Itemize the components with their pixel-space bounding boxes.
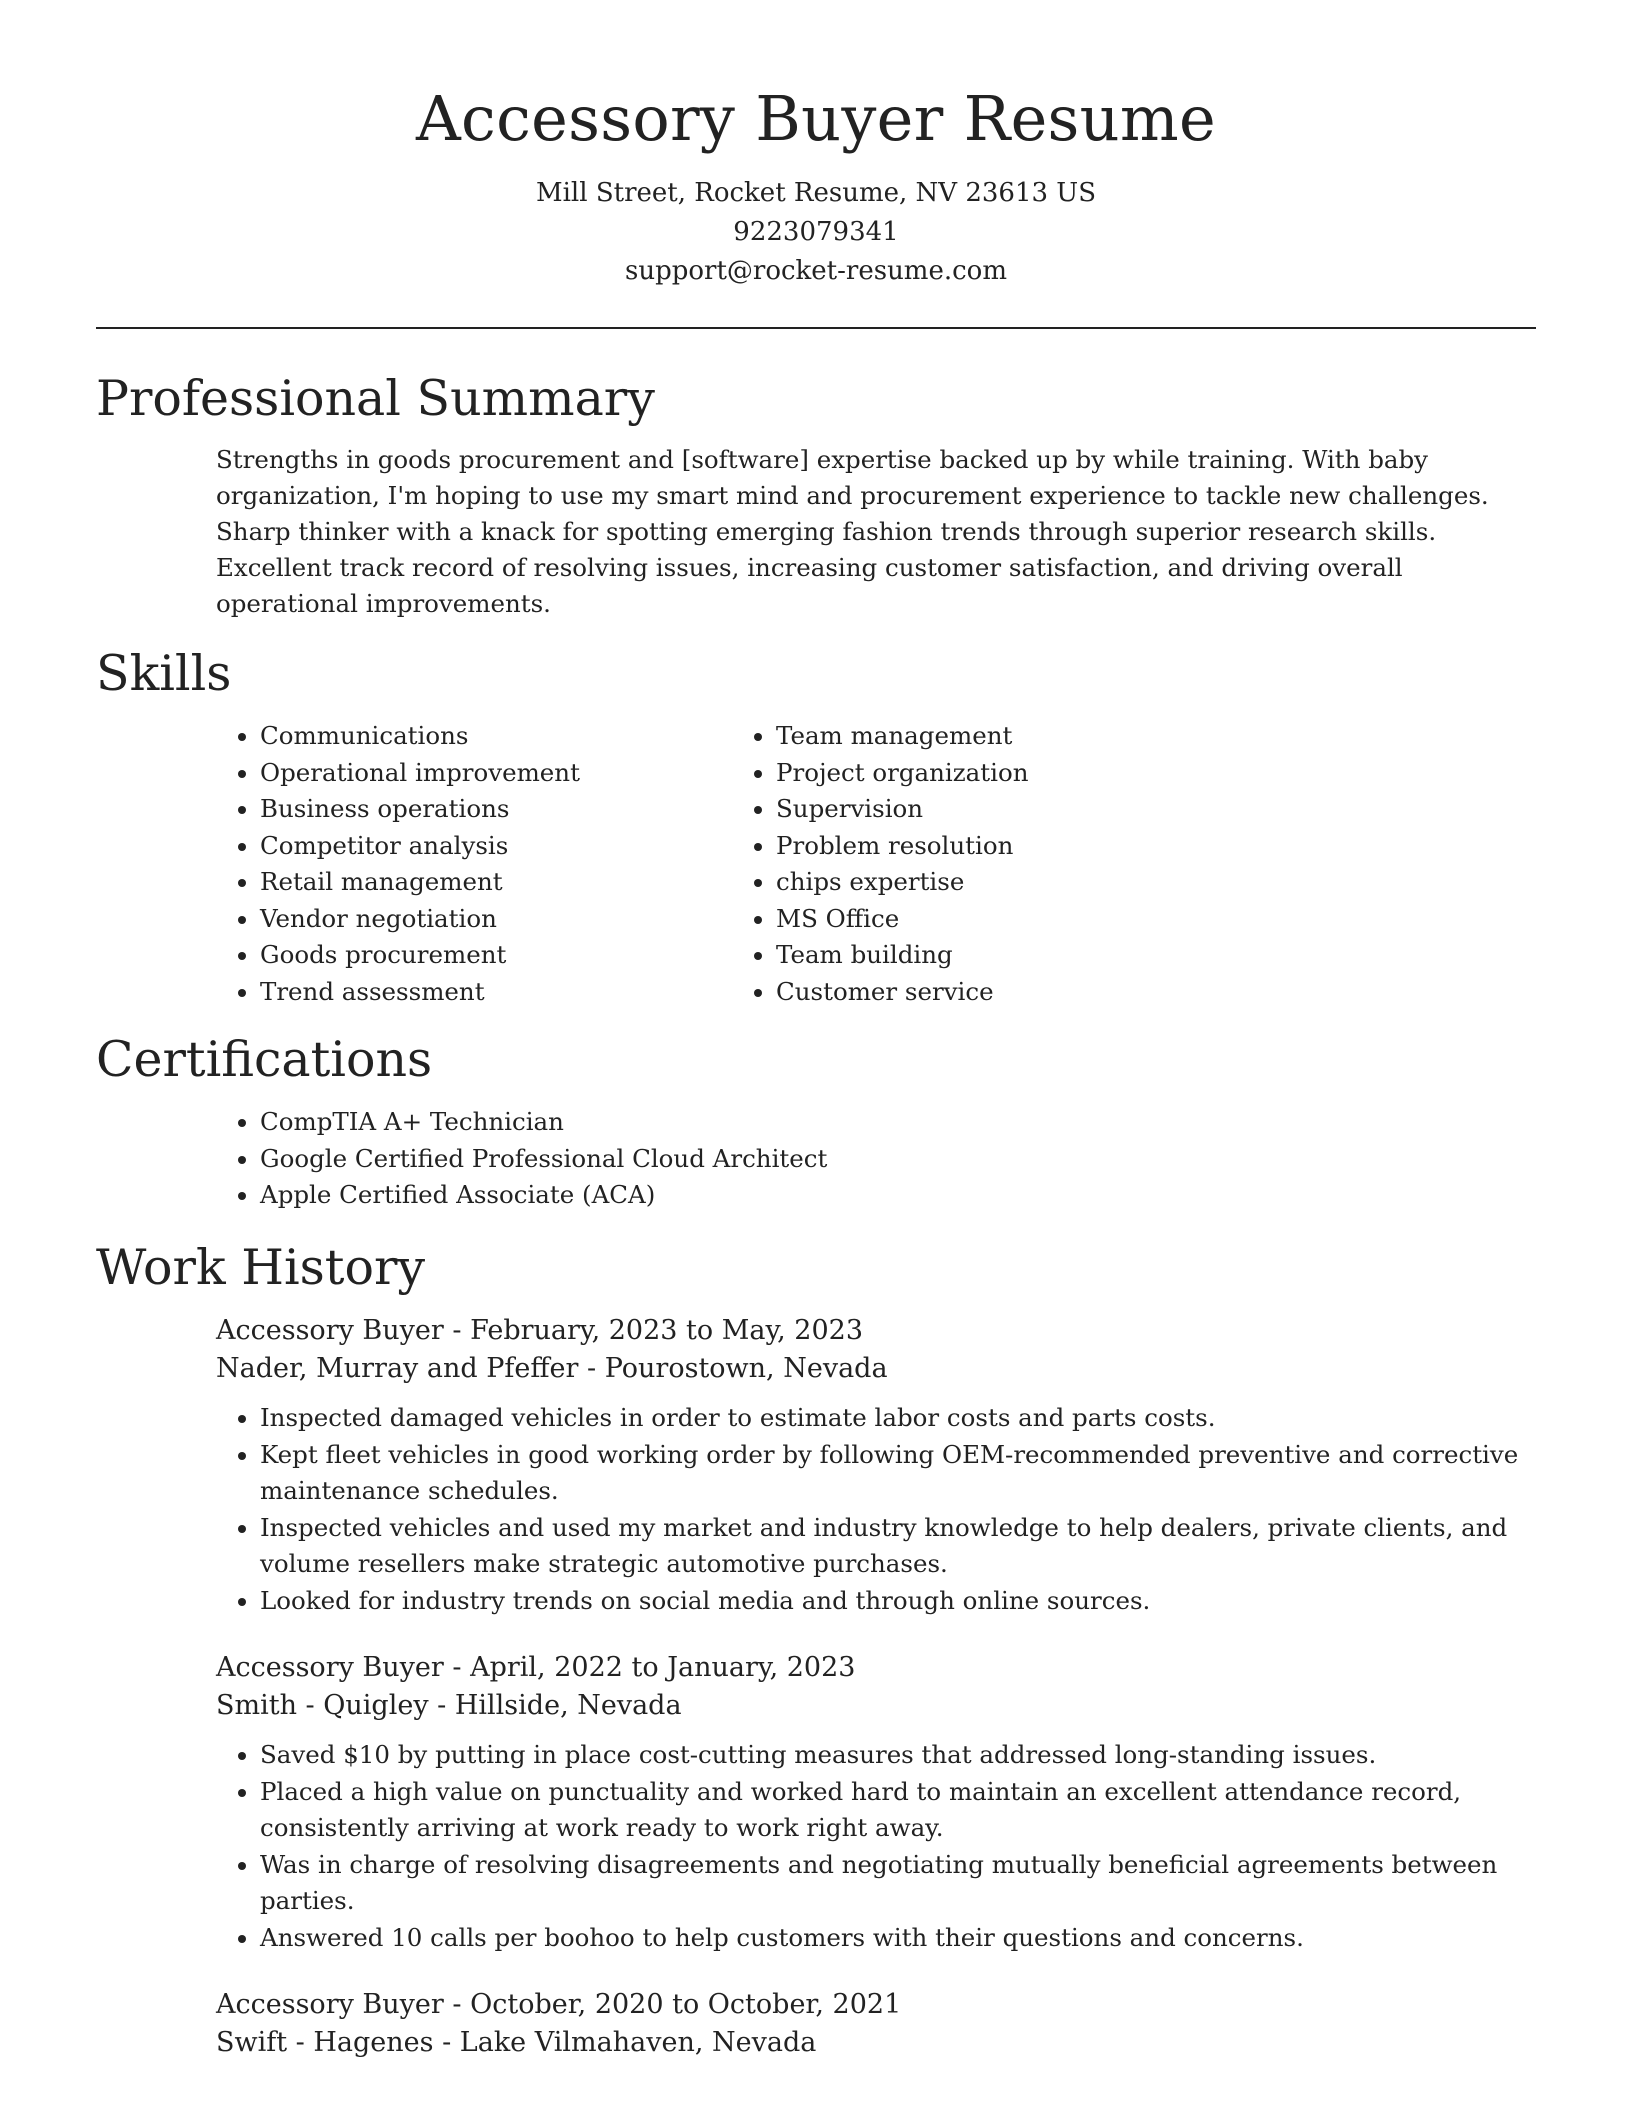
certification-item: • Apple Certified Associate (ACA) (260, 1177, 1536, 1214)
skills-column-right (746, 718, 1029, 1010)
skill-item: • Customer service (776, 974, 1029, 1011)
skill-item: • MS Office (776, 901, 1029, 938)
skills-list-left (96, 718, 746, 1010)
job-company-location: Nader, Murray and Pfeffer - Pourostown, Nevada (216, 1353, 888, 1385)
certification-item: • CompTIA A+ Technician (260, 1104, 1536, 1141)
job-bullet: • Saved $10 by putting in place cost-cutting measures that addressed long-standing issues. (260, 1737, 1536, 1774)
summary-text: Strengths in goods procurement and [software] expertise backed up by while training. With baby organization, I'm hoping to use my smart mind and procurement experience to tackle new challenges. Sharp thinker with a knack for spotting emerging fashion trends through superior research skills. Excellent track record of resolving issues, increasing customer satisfaction, and driving overall operational improvements. (216, 444, 1489, 618)
skills-section (96, 646, 1536, 1010)
skill-item: • Goods procurement (260, 937, 746, 974)
job-bullet: • Looked for industry trends on social media and through online sources. (260, 1583, 1536, 1620)
skills-list-right (746, 718, 1029, 1010)
contact-email: support@rocket-resume.com (624, 256, 1007, 287)
skill-item: • Team management (776, 718, 1029, 755)
header-divider (96, 327, 1536, 329)
job-bullet: • Kept fleet vehicles in good working order by following OEM-recommended preventive and corrective maintenance schedules. (260, 1437, 1536, 1510)
contact-address: Mill Street, Rocket Resume, NV 23613 US (535, 178, 1097, 209)
skill-item: • Project organization (776, 755, 1029, 792)
work-history-heading: Work History (96, 1238, 426, 1296)
resume-header (96, 0, 1536, 291)
skill-item: • Team building (776, 937, 1029, 974)
job-bullet: • Inspected vehicles and used my market and industry knowledge to help dealers, private clients, and volume resellers make strategic automotive purchases. (260, 1510, 1536, 1583)
skill-item: • Retail management (260, 864, 746, 901)
certifications-section (96, 1032, 1536, 1214)
job-entry (96, 1649, 1536, 1956)
job-bullet: • Inspected damaged vehicles in order to estimate labor costs and parts costs. (260, 1400, 1536, 1437)
job-entry (96, 1986, 1536, 2062)
job-bullet: • Placed a high value on punctuality and worked hard to maintain an excellent attendance record, consistently arriving at work ready to work right away. (260, 1774, 1536, 1847)
skill-item: • Business operations (260, 791, 746, 828)
job-title-dates: Accessory Buyer - February, 2023 to May, 2023 (216, 1315, 864, 1347)
skills-columns (96, 718, 1536, 1010)
contact-phone: 9223079341 (733, 217, 899, 248)
certifications-list (96, 1104, 1536, 1214)
skills-column-left (96, 718, 746, 1010)
skill-item: • Operational improvement (260, 755, 746, 792)
skills-heading: Skills (96, 644, 232, 702)
summary-section (96, 371, 1536, 621)
skill-item: • Competitor analysis (260, 828, 746, 865)
skill-item: • Supervision (776, 791, 1029, 828)
skill-item: • Communications (260, 718, 746, 755)
contact-block (96, 174, 1536, 291)
work-history-section (96, 1240, 1536, 2062)
job-bullets (216, 1737, 1536, 1956)
document-title: Accessory Buyer Resume (415, 82, 1216, 155)
job-company-location: Swift - Hagenes - Lake Vilmahaven, Nevada (216, 2027, 817, 2059)
skill-item: • Problem resolution (776, 828, 1029, 865)
skill-item: • chips expertise (776, 864, 1029, 901)
job-title-dates: Accessory Buyer - October, 2020 to October, 2021 (216, 1989, 902, 2021)
job-company-location: Smith - Quigley - Hillside, Nevada (216, 1690, 682, 1722)
job-bullet: • Was in charge of resolving disagreements and negotiating mutually beneficial agreements between parties. (260, 1847, 1536, 1920)
summary-heading: Professional Summary (96, 370, 655, 428)
job-bullet: • Answered 10 calls per boohoo to help customers with their questions and concerns. (260, 1920, 1536, 1957)
skill-item: • Trend assessment (260, 974, 746, 1011)
job-bullets (216, 1400, 1536, 1619)
skill-item: • Vendor negotiation (260, 901, 746, 938)
certifications-heading: Certifications (96, 1031, 433, 1089)
job-entry (96, 1312, 1536, 1619)
certification-item: • Google Certified Professional Cloud Architect (260, 1141, 1536, 1178)
job-title-dates: Accessory Buyer - April, 2022 to January, 2023 (216, 1652, 856, 1684)
